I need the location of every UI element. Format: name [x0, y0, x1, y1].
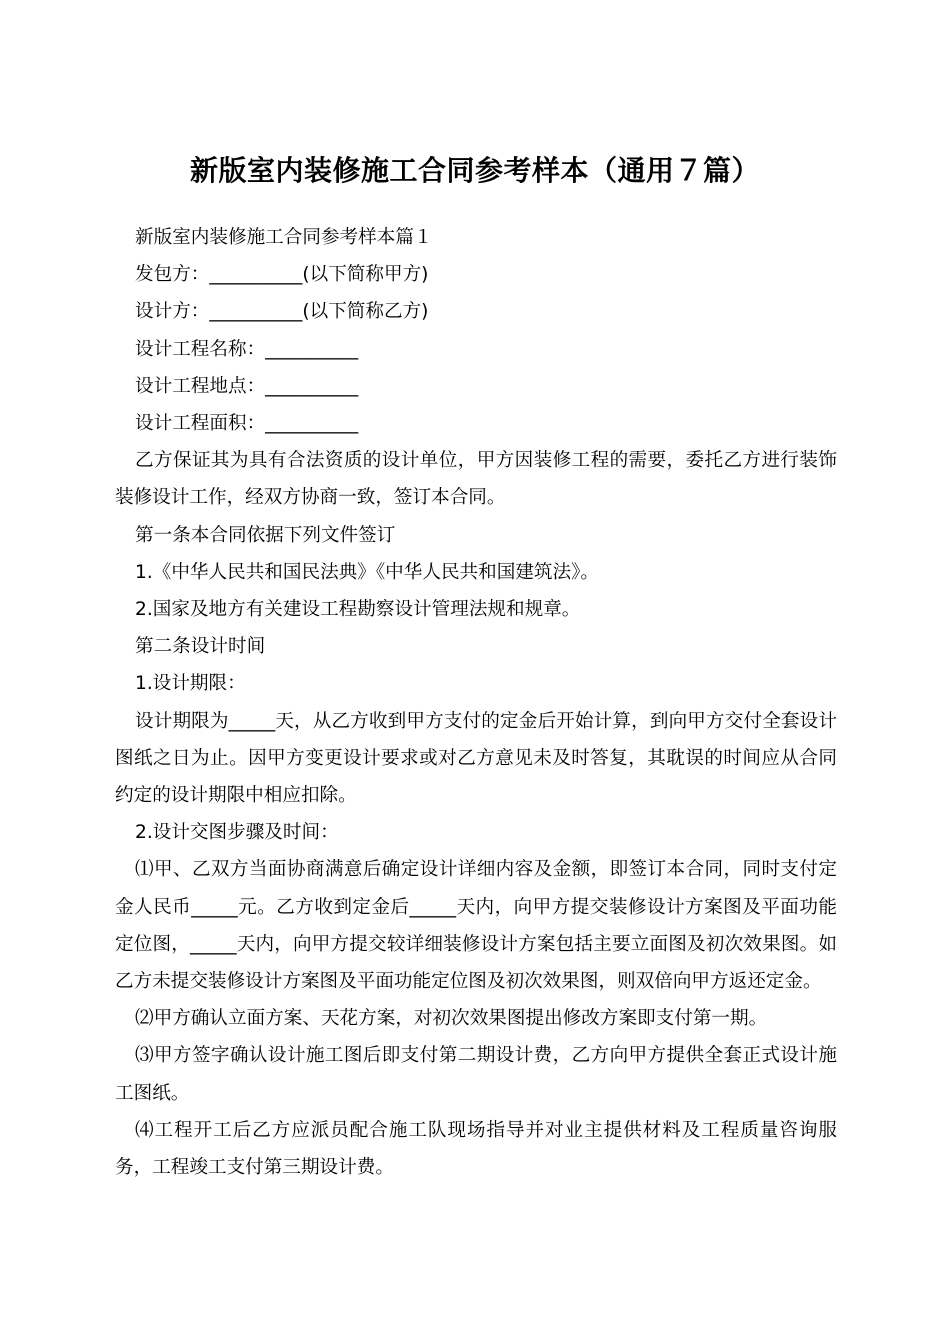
party-b-line: 设计方：__________(以下简称乙方)	[135, 301, 429, 323]
step-1-paragraph: ⑴甲、乙双方当面协商满意后确定设计详细内容及金额，即签订本合同，同时支付定金人民币_____元。乙方收到定金后_____天内，向甲方提交装修设计方案图及平面功能定位图，_____天内，向甲方提交较详细装修设计方案包括主要立面图及初次效果图。如乙方未提交装修设计方案图及平面功能定位图及初次效果图，则双倍向甲方返还定金。	[115, 859, 837, 993]
document-body	[115, 219, 837, 1186]
article-2-heading: 第二条设计时间	[135, 636, 266, 658]
step-4-paragraph: ⑷工程开工后乙方应派员配合施工队现场指导并对业主提供材料及工程质量咨询服务，工程竣工支付第三期设计费。	[115, 1119, 837, 1179]
article-2-item-2: 2.设计交图步骤及时间：	[135, 822, 339, 844]
project-area-line: 设计工程面积：__________	[135, 413, 359, 435]
intro-paragraph: 乙方保证其为具有合法资质的设计单位，甲方因装修工程的需要，委托乙方进行装饰装修设计工作，经双方协商一致，签订本合同。	[115, 450, 837, 509]
document-title: 新版室内装修施工合同参考样本（通用７篇）	[189, 153, 760, 187]
article-1-heading: 第一条本合同依据下列文件签订	[135, 524, 396, 546]
section-heading: 新版室内装修施工合同参考样本篇１	[135, 227, 433, 248]
article-1-item-1: 1.《中华人民共和国民法典》《中华人民共和国建筑法》。	[135, 561, 599, 583]
step-3-paragraph: ⑶甲方签字确认设计施工图后即支付第二期设计费，乙方向甲方提供全套正式设计施工图纸。	[115, 1045, 837, 1104]
design-period-paragraph: 设计期限为_____天，从乙方收到甲方支付的定金后开始计算，到向甲方交付全套设计图纸之日为止。因甲方变更设计要求或对乙方意见未及时答复，其耽误的时间应从合同约定的设计期限中相应扣除。	[115, 710, 837, 807]
project-name-line: 设计工程名称：__________	[135, 338, 359, 360]
article-2-item-1: 1.设计期限：	[135, 673, 246, 695]
party-a-line: 发包方：__________(以下简称甲方)	[135, 264, 429, 286]
project-location-line: 设计工程地点：__________	[135, 375, 359, 397]
step-2-paragraph: ⑵甲方确认立面方案、天花方案，对初次效果图提出修改方案即支付第一期。	[135, 1008, 768, 1030]
article-1-item-2: 2.国家及地方有关建设工程勘察设计管理法规和规章。	[135, 599, 581, 621]
